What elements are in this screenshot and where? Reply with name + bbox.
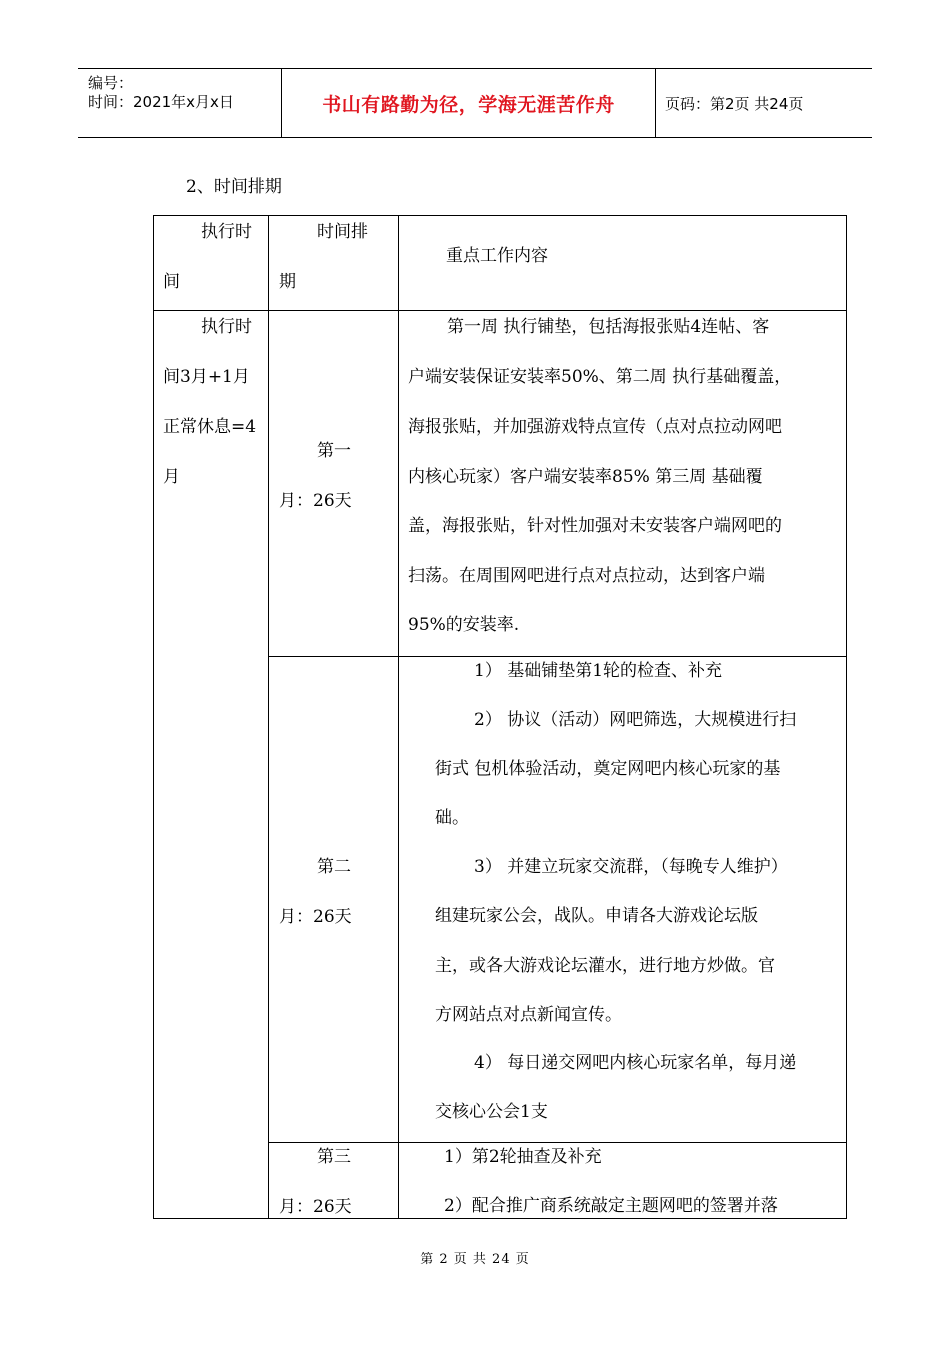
- month1-content-line7: 95%的安装率.: [408, 615, 520, 635]
- month2-content-line6: 组建玩家公会，战队。申请各大游戏论坛版: [435, 906, 758, 926]
- header-motto: 书山有路勤为径，学海无涯苦作舟: [281, 69, 656, 137]
- header-exec-time-line1: 执行时: [201, 222, 252, 242]
- month2-content-line2: 2） 协议（活动）网吧筛选，大规模进行扫: [474, 710, 797, 730]
- month2-label-line2: 月：26天: [279, 907, 352, 927]
- number-label: 编号：: [88, 74, 134, 92]
- month2-content-line9: 4） 每日递交网吧内核心玩家名单，每月递: [474, 1053, 797, 1073]
- month3-label-line1: 第三: [317, 1147, 351, 1167]
- header-schedule-line1: 时间排: [317, 222, 368, 242]
- month1-content-line2: 户端安装保证安装率50%、第二周 执行基础覆盖，: [408, 367, 792, 387]
- header-work-content: 重点工作内容: [446, 246, 548, 266]
- column-divider-2: [398, 215, 399, 1219]
- page-footer: 第 2 页 共 24 页: [420, 1252, 530, 1267]
- header-exec-time-line2: 间: [163, 272, 180, 292]
- month2-content-line4: 础。: [435, 808, 469, 828]
- exec-time-line4: 月: [163, 467, 180, 487]
- exec-time-line3: 正常休息=4: [163, 417, 257, 437]
- month1-content-line5: 盖，海报张贴，针对性加强对未安装客户端网吧的: [408, 516, 782, 536]
- month2-label-line1: 第二: [317, 857, 351, 877]
- date-label: 时间：2021年x月x日: [88, 93, 234, 111]
- month1-content-line3: 海报张贴，并加强游戏特点宣传（点对点拉动网吧: [408, 417, 782, 437]
- month1-label-line2: 月：26天: [279, 491, 352, 511]
- table-border-top: [153, 215, 847, 216]
- month1-content-line6: 扫荡。在周围网吧进行点对点拉动，达到客户端: [408, 566, 765, 586]
- month2-content-line5: 3） 并建立玩家交流群，（每晚专人维护）: [474, 857, 788, 877]
- header-schedule-line2: 期: [279, 272, 296, 292]
- month1-content-line4: 内核心玩家）客户端安装率85% 第三周 基础覆: [408, 467, 763, 487]
- month2-content-line3: 街式 包机体验活动，奠定网吧内核心玩家的基: [435, 759, 781, 779]
- month1-label-line1: 第一: [317, 441, 351, 461]
- schedule-table: [153, 215, 847, 1219]
- month3-content-line2: 2）配合推广商系统敲定主题网吧的签署并落: [444, 1196, 778, 1216]
- exec-time-line1: 执行时: [201, 317, 252, 337]
- header-meta: [78, 69, 281, 137]
- exec-time-line2: 间3月+1月: [163, 367, 250, 387]
- month3-content-line1: 1）第2轮抽查及补充: [444, 1147, 602, 1167]
- month2-content-line10: 交核心公会1支: [435, 1102, 548, 1122]
- page-header: [78, 68, 872, 138]
- month1-content-line1: 第一周 执行铺垫，包括海报张贴4连帖、客: [447, 317, 770, 337]
- month3-label-line2: 月：26天: [279, 1197, 352, 1217]
- month2-content-line1: 1） 基础铺垫第1轮的检查、补充: [474, 661, 723, 681]
- section-title: 2、时间排期: [186, 177, 282, 197]
- page-number-label: 页码：第2页 共24页: [665, 94, 804, 113]
- month2-content-line7: 主，或各大游戏论坛灌水，进行地方炒做。官: [435, 956, 775, 976]
- column-divider-1: [268, 215, 269, 1219]
- table-border-left: [153, 215, 154, 1219]
- month2-content-line8: 方网站点对点新闻宣传。: [435, 1005, 622, 1025]
- table-border-right: [846, 215, 847, 1219]
